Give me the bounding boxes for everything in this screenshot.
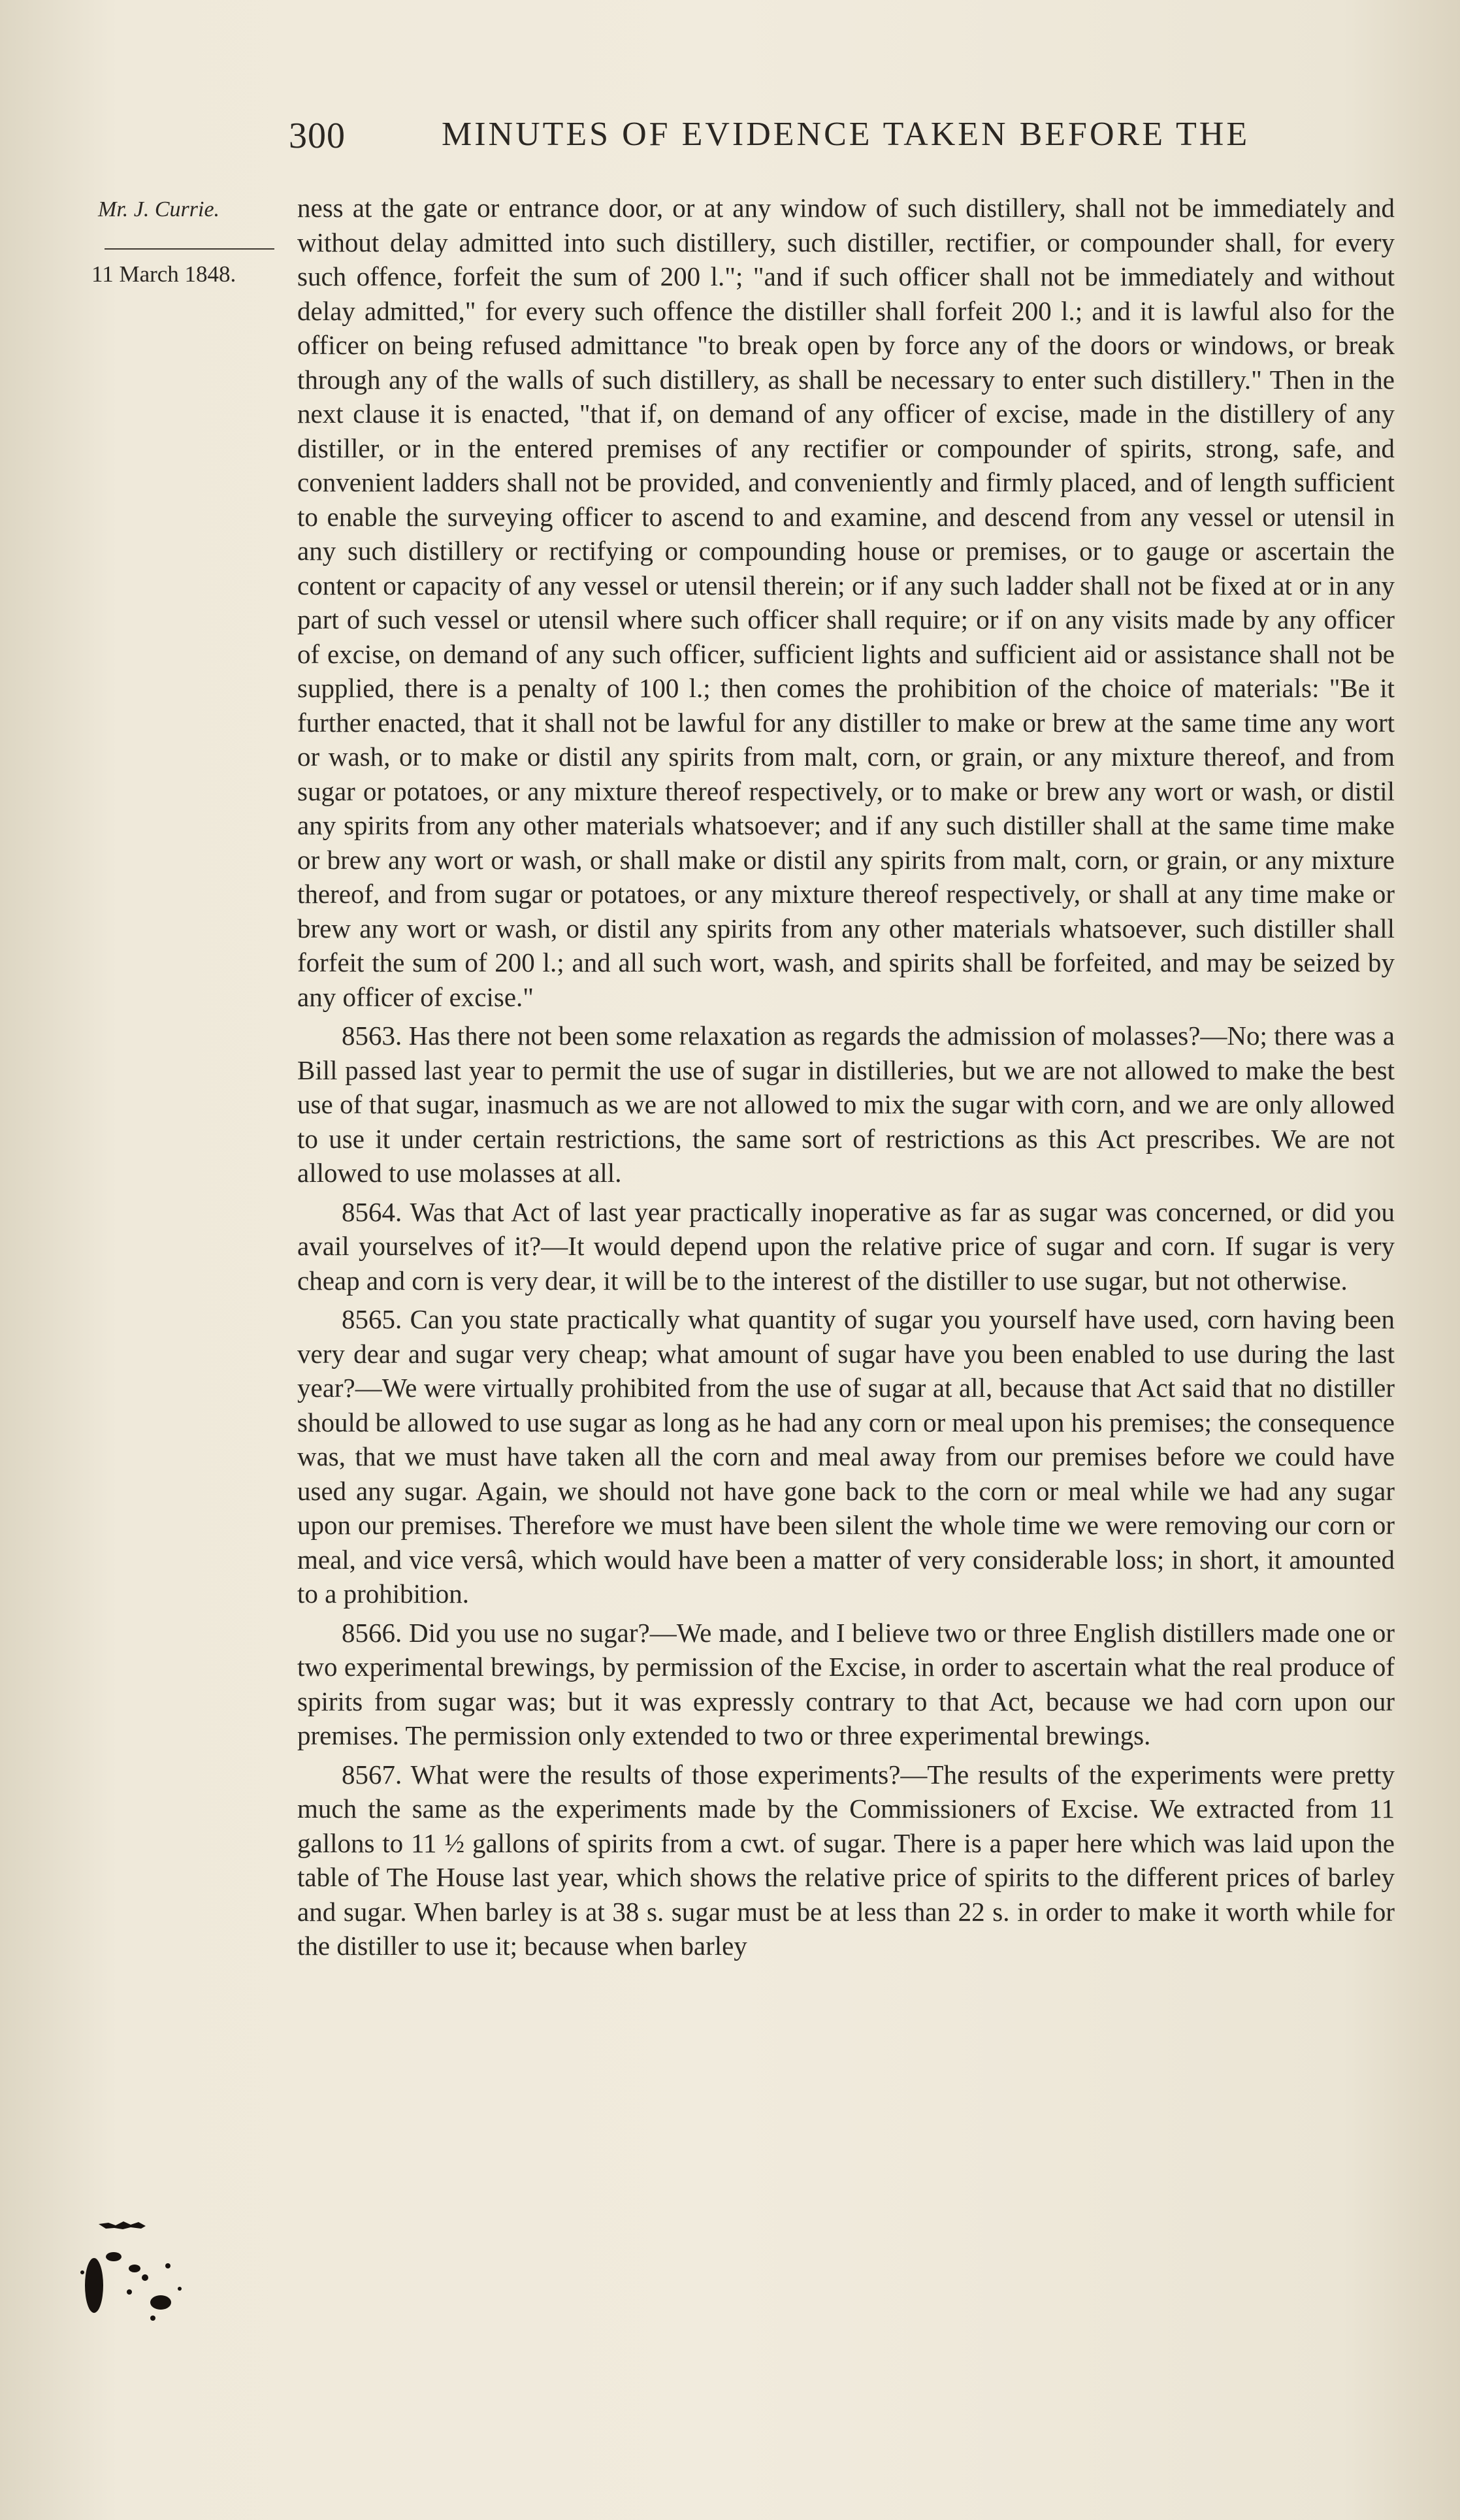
paragraph-continuation: ness at the gate or entrance door, or at any window of such distillery, shall not be immediately and without delay admitted into such distillery, such distiller, rectifier, or compounder shall, for every such offence, forfeit the sum of 200 l."; "and if such officer shall not be immediately and without delay admitted," for every such offence the distiller shall forfeit 200 l.; and it is lawful also for the officer on being refused admittance "to break open by force any of the doors or windows, or break through any of the walls of such distillery, as shall be necessary to enter such distillery." Then in the next clause it is enacted, "that if, on demand of any officer of excise, made in the distillery of any distiller, or in the entered premises of any rectifier or compounder of spirits, strong, safe, and convenient ladders shall not be provided, and conveniently and firmly placed, and of length sufficient to enable the surveying officer to ascend to and examine, and descend from any vessel or utensil in any such distillery or rectifying or compounding house or premises, or to gauge or ascertain the content or capacity of any vessel or utensil therein; or if any such ladder shall not be fixed at or in any part of such vessel or utensil where such officer shall require; or if on any visits made by any officer of excise, on demand of any such officer, sufficient lights and sufficient aid or assistance shall not be supplied, there is a penalty of 100 l.; then comes the prohibition of the choice of materials: "Be it further enacted, that it shall not be lawful for any distiller to make or brew at the same time any wort or wash, or to make or distil any spirits from malt, corn, or grain, or any mixture thereof, and from sugar or potatoes, or any mixture thereof respectively, or to make or brew any wort or wash, or distil any spirits from any other materials whatsoever; and if any such distiller shall at the same time make or brew any wort or wash, or shall make or distil any spirits from malt, corn, or grain, or any mixture thereof, and from sugar or potatoes, or any mixture thereof respectively, or shall at any time make or brew any wort or wash, or distil any spirits from any other materials whatsoever, such distiller shall forfeit the sum of 200 l.; and all such wort, wash, and spirits shall be forfeited, and may be seized by any officer of excise." <box>297 193 1395 1012</box>
paragraph-question-8566: 8566. Did you use no sugar?—We made, and I believe two or three English distillers made one or two experimental brewings, by permission of the Excise, in order to ascertain what the real produce of spirits from sugar was; but it was expressly contrary to that Act, because we had corn upon our premises. The permission only extended to two or three experimental brewings. <box>297 1617 1395 1750</box>
ink-blot-mark <box>56 2194 193 2331</box>
paragraph-question-8563: 8563. Has there not been some relaxation as regards the admission of molasses?—No; there was a Bill passed last year to permit the use of sugar in distilleries, but we are not allowed to make the best use of that sugar, inasmuch as we are not allowed to mix the sugar with corn, and we are only allowed to use it under certain restrictions, the same sort of restrictions as this Act prescribes. We are not allowed to use molasses at all. <box>297 1021 1395 1188</box>
margin-rule <box>105 248 274 250</box>
page-number: 300 <box>289 116 346 156</box>
evidence-text <box>297 191 1395 1963</box>
paragraph-question-8567: 8567. What were the results of those experiments?—The results of the experiments were pretty much the same as the experiments made by the Commissioners of Excise. We extracted from 11 gallons to 11 ½ gallons of spirits from a cwt. of sugar. There is a paper here which was laid upon the table of The House last year, which shows the relative price of spirits to the different prices of barley and sugar. When barley is at 38 s. sugar must be at less than 22 s. in order to make it worth while for the distiller to use it; because when barley <box>297 1759 1395 1961</box>
running-head: MINUTES OF EVIDENCE TAKEN BEFORE THE <box>442 116 1250 153</box>
paragraph-question-8564: 8564. Was that Act of last year practically inoperative as far as sugar was concerned, or did you avail yourselves of it?—It would depend upon the relative price of sugar and corn. If sugar is very cheap and corn is very dear, it will be to the interest of the distiller to use sugar, but not otherwise. <box>297 1196 1395 1296</box>
margin-date: 11 March 1848. <box>91 261 236 287</box>
margin-witness-name: Mr. J. Currie. <box>98 197 220 221</box>
paragraph-question-8565: 8565. Can you state practically what quantity of sugar you yourself have used, corn having been very dear and sugar very cheap; what amount of sugar have you been enabled to use during the last year?—We were virtually prohibited from the use of sugar at all, because that Act said that no distiller should be allowed to use sugar as long as he had any corn or meal upon his premises; the consequence was, that we must have taken all the corn and meal away from our premises before we could have used any sugar. Again, we should not have gone back to the corn or meal while we had any sugar upon our premises. Therefore we must have been silent the whole time we were removing our corn or meal, and vice versâ, which would have been a matter of very considerable loss; in short, it amounted to a prohibition. <box>297 1304 1395 1609</box>
